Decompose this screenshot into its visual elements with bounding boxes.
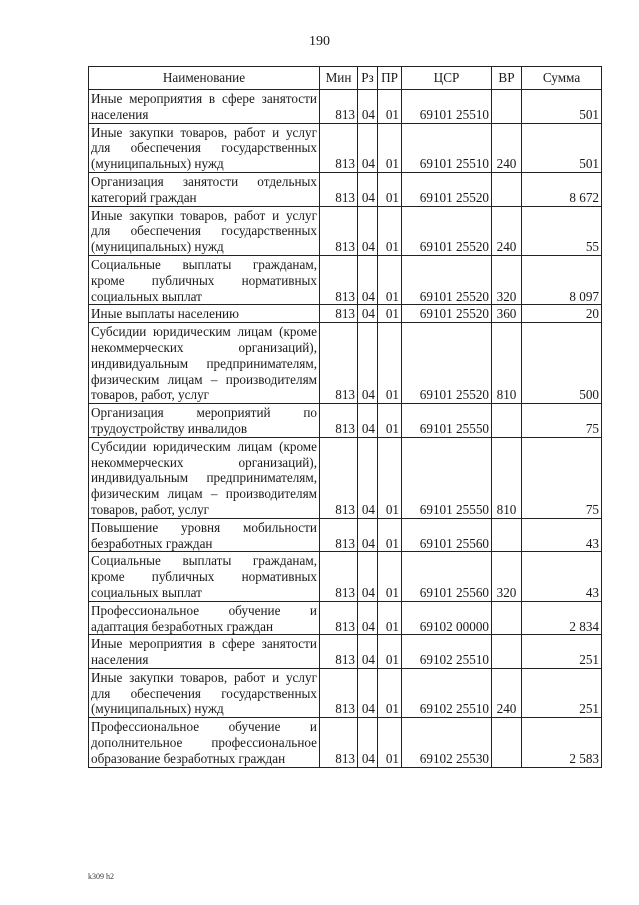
cell-vr: 240 xyxy=(492,668,522,717)
cell-sum: 8 097 xyxy=(522,255,602,304)
cell-name: Профессиональное обучение и адаптация безработных граждан xyxy=(89,601,320,635)
cell-min: 813 xyxy=(320,518,358,552)
cell-sum: 251 xyxy=(522,635,602,669)
cell-sum: 2 583 xyxy=(522,718,602,767)
footer-code: k309 h2 xyxy=(88,872,114,881)
cell-csr: 69101 25510 xyxy=(402,90,492,124)
cell-sum: 20 xyxy=(522,305,602,323)
cell-pr: 01 xyxy=(378,718,402,767)
cell-sum: 55 xyxy=(522,206,602,255)
table-row xyxy=(89,123,602,172)
cell-pr: 01 xyxy=(378,90,402,124)
table-row xyxy=(89,323,602,404)
cell-csr: 69102 00000 xyxy=(402,601,492,635)
cell-sum: 75 xyxy=(522,437,602,518)
table-row xyxy=(89,305,602,323)
cell-min: 813 xyxy=(320,172,358,206)
cell-name: Субсидии юридическим лицам (кроме некоммерческих организаций), индивидуальным предпринимателям, физическим лицам – производителям товаров, работ, услуг xyxy=(89,437,320,518)
cell-vr: 320 xyxy=(492,552,522,601)
cell-min: 813 xyxy=(320,404,358,438)
cell-rz: 04 xyxy=(358,518,378,552)
table-row xyxy=(89,668,602,717)
cell-sum: 43 xyxy=(522,552,602,601)
cell-pr: 01 xyxy=(378,255,402,304)
cell-csr: 69102 25510 xyxy=(402,635,492,669)
cell-csr: 69101 25550 xyxy=(402,437,492,518)
cell-name: Иные выплаты населению xyxy=(89,305,320,323)
table-row xyxy=(89,718,602,767)
cell-sum: 43 xyxy=(522,518,602,552)
cell-csr: 69101 25520 xyxy=(402,206,492,255)
table-body xyxy=(89,90,602,768)
cell-csr: 69102 25530 xyxy=(402,718,492,767)
cell-min: 813 xyxy=(320,718,358,767)
cell-pr: 01 xyxy=(378,552,402,601)
cell-csr: 69101 25520 xyxy=(402,255,492,304)
cell-sum: 251 xyxy=(522,668,602,717)
cell-min: 813 xyxy=(320,90,358,124)
cell-rz: 04 xyxy=(358,552,378,601)
cell-csr: 69101 25560 xyxy=(402,518,492,552)
cell-pr: 01 xyxy=(378,305,402,323)
table-row xyxy=(89,518,602,552)
cell-vr: 240 xyxy=(492,123,522,172)
cell-sum: 8 672 xyxy=(522,172,602,206)
column-header-pr: ПР xyxy=(378,67,402,90)
table-row xyxy=(89,404,602,438)
table-row xyxy=(89,601,602,635)
cell-rz: 04 xyxy=(358,437,378,518)
cell-name: Иные закупки товаров, работ и услуг для обеспечения государственных (муниципальных) нужд xyxy=(89,668,320,717)
cell-pr: 01 xyxy=(378,635,402,669)
cell-min: 813 xyxy=(320,255,358,304)
cell-name: Социальные выплаты гражданам, кроме публичных нормативных социальных выплат xyxy=(89,552,320,601)
cell-vr: 360 xyxy=(492,305,522,323)
cell-name: Иные мероприятия в сфере занятости населения xyxy=(89,90,320,124)
column-header-rz: Рз xyxy=(358,67,378,90)
cell-sum: 501 xyxy=(522,123,602,172)
cell-min: 813 xyxy=(320,552,358,601)
budget-table xyxy=(88,66,602,768)
cell-vr xyxy=(492,718,522,767)
table-row xyxy=(89,255,602,304)
cell-vr xyxy=(492,635,522,669)
cell-name: Организация занятости отдельных категорий граждан xyxy=(89,172,320,206)
cell-min: 813 xyxy=(320,635,358,669)
cell-min: 813 xyxy=(320,323,358,404)
column-header-min: Мин xyxy=(320,67,358,90)
cell-vr xyxy=(492,518,522,552)
cell-pr: 01 xyxy=(378,206,402,255)
cell-vr: 240 xyxy=(492,206,522,255)
table-header-row xyxy=(89,67,602,90)
cell-min: 813 xyxy=(320,305,358,323)
cell-rz: 04 xyxy=(358,206,378,255)
cell-name: Иные закупки товаров, работ и услуг для обеспечения государственных (муниципальных) нужд xyxy=(89,206,320,255)
cell-name: Повышение уровня мобильности безработных граждан xyxy=(89,518,320,552)
cell-pr: 01 xyxy=(378,668,402,717)
cell-min: 813 xyxy=(320,668,358,717)
cell-csr: 69101 25520 xyxy=(402,172,492,206)
cell-pr: 01 xyxy=(378,172,402,206)
cell-name: Субсидии юридическим лицам (кроме некоммерческих организаций), индивидуальным предпринимателям, физическим лицам – производителям товаров, работ, услуг xyxy=(89,323,320,404)
page-number: 190 xyxy=(309,34,330,49)
cell-csr: 69101 25550 xyxy=(402,404,492,438)
cell-name: Организация мероприятий по трудоустройству инвалидов xyxy=(89,404,320,438)
cell-pr: 01 xyxy=(378,437,402,518)
cell-rz: 04 xyxy=(358,323,378,404)
cell-csr: 69101 25560 xyxy=(402,552,492,601)
cell-pr: 01 xyxy=(378,404,402,438)
cell-rz: 04 xyxy=(358,404,378,438)
cell-csr: 69101 25520 xyxy=(402,323,492,404)
cell-csr: 69101 25520 xyxy=(402,305,492,323)
cell-name: Профессиональное обучение и дополнительное профессиональное образование безработных граждан xyxy=(89,718,320,767)
cell-rz: 04 xyxy=(358,601,378,635)
cell-vr xyxy=(492,172,522,206)
cell-rz: 04 xyxy=(358,90,378,124)
cell-min: 813 xyxy=(320,601,358,635)
column-header-vr: ВР xyxy=(492,67,522,90)
cell-vr xyxy=(492,601,522,635)
cell-vr: 810 xyxy=(492,437,522,518)
cell-rz: 04 xyxy=(358,255,378,304)
table-row xyxy=(89,552,602,601)
cell-rz: 04 xyxy=(358,172,378,206)
cell-rz: 04 xyxy=(358,635,378,669)
column-header-csr: ЦСР xyxy=(402,67,492,90)
table-row xyxy=(89,206,602,255)
cell-sum: 2 834 xyxy=(522,601,602,635)
cell-vr: 320 xyxy=(492,255,522,304)
cell-rz: 04 xyxy=(358,123,378,172)
column-header-sum: Сумма xyxy=(522,67,602,90)
cell-sum: 501 xyxy=(522,90,602,124)
cell-pr: 01 xyxy=(378,601,402,635)
table-row xyxy=(89,437,602,518)
cell-pr: 01 xyxy=(378,518,402,552)
cell-min: 813 xyxy=(320,437,358,518)
cell-sum: 500 xyxy=(522,323,602,404)
cell-pr: 01 xyxy=(378,123,402,172)
cell-name: Социальные выплаты гражданам, кроме публичных нормативных социальных выплат xyxy=(89,255,320,304)
cell-csr: 69102 25510 xyxy=(402,668,492,717)
table-row xyxy=(89,635,602,669)
cell-rz: 04 xyxy=(358,718,378,767)
cell-name: Иные мероприятия в сфере занятости населения xyxy=(89,635,320,669)
cell-vr xyxy=(492,404,522,438)
table-row xyxy=(89,90,602,124)
cell-sum: 75 xyxy=(522,404,602,438)
cell-pr: 01 xyxy=(378,323,402,404)
cell-vr xyxy=(492,90,522,124)
cell-csr: 69101 25510 xyxy=(402,123,492,172)
table-row xyxy=(89,172,602,206)
column-header-name: Наименование xyxy=(89,67,320,90)
cell-vr: 810 xyxy=(492,323,522,404)
cell-name: Иные закупки товаров, работ и услуг для обеспечения государственных (муниципальных) нужд xyxy=(89,123,320,172)
cell-rz: 04 xyxy=(358,305,378,323)
cell-min: 813 xyxy=(320,206,358,255)
cell-min: 813 xyxy=(320,123,358,172)
cell-rz: 04 xyxy=(358,668,378,717)
